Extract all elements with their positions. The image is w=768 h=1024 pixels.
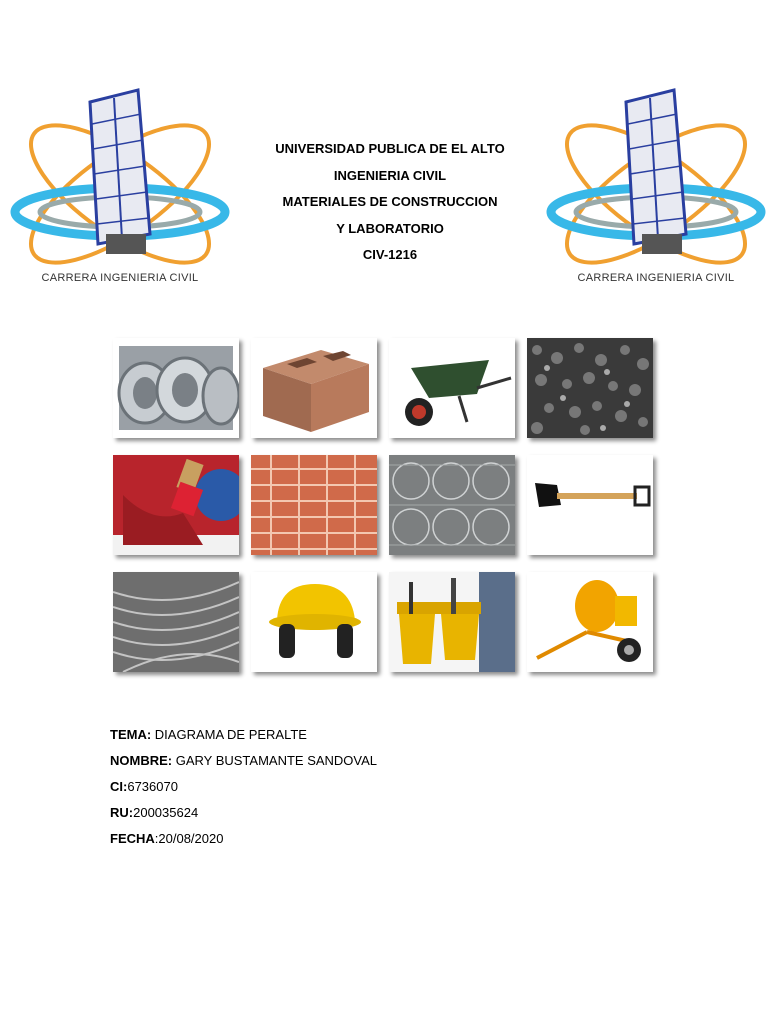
document-header (250, 136, 530, 269)
university-name: UNIVERSIDAD PUBLICA DE EL ALTO (275, 141, 505, 156)
ci-label: CI: (110, 779, 128, 794)
wire-coils-image (113, 338, 239, 438)
topic-value: DIAGRAMA DE PERALTE (151, 727, 307, 742)
ci-value: 6736070 (127, 779, 178, 794)
tool-belt-icon (389, 572, 515, 672)
ru-label: RU: (110, 805, 134, 820)
ci-row (110, 774, 377, 800)
course-name: MATERIALES DE CONSTRUCCION (282, 194, 498, 209)
logo-left (10, 84, 230, 294)
paint-brush-image (113, 455, 239, 555)
gravel-image (527, 338, 653, 438)
brick-stack-image (251, 455, 377, 555)
paint-brush-icon (113, 455, 239, 555)
shovel-icon (527, 455, 653, 555)
date-label: FECHA (110, 831, 155, 846)
wheelbarrow-image (389, 338, 515, 438)
date-row (110, 826, 377, 852)
course-code: CIV-1216 (362, 247, 418, 262)
steel-rebar-icon (113, 572, 239, 672)
ru-row (110, 800, 377, 826)
date-value: :20/08/2020 (154, 831, 224, 846)
name-row (110, 748, 377, 774)
tool-belt-image (389, 572, 515, 672)
brick-stack-icon (251, 455, 377, 555)
logo-caption: CARRERA INGENIERIA CIVIL (577, 272, 735, 284)
concrete-mixer-image (527, 572, 653, 672)
logo-right (546, 84, 766, 294)
faculty-logo-icon (546, 84, 766, 274)
concrete-block-icon (251, 338, 377, 438)
course-name-continued: Y LABORATORIO (336, 220, 444, 236)
topic-row (110, 722, 377, 748)
student-info (110, 722, 377, 852)
career-name: INGENIERIA CIVIL (333, 167, 447, 183)
faculty-logo-icon (10, 84, 230, 274)
name-value: GARY BUSTAMANTE SANDOVAL (172, 753, 378, 768)
wire-mesh-rolls-image (389, 455, 515, 555)
materials-image-grid (113, 338, 655, 673)
logo-caption: CARRERA INGENIERIA CIVIL (41, 272, 199, 284)
steel-rebar-image (113, 572, 239, 672)
concrete-mixer-icon (527, 572, 653, 672)
topic-label: TEMA: (110, 727, 152, 742)
ru-value: 200035624 (133, 805, 199, 820)
wire-coils-icon (113, 338, 239, 438)
hard-hat-image (251, 572, 377, 672)
concrete-block-image (251, 338, 377, 438)
gravel-icon (527, 338, 653, 438)
name-label: NOMBRE: (110, 753, 173, 768)
hard-hat-icon (251, 572, 377, 672)
wheelbarrow-icon (389, 338, 515, 438)
shovel-image (527, 455, 653, 555)
wire-mesh-rolls-icon (389, 455, 515, 555)
